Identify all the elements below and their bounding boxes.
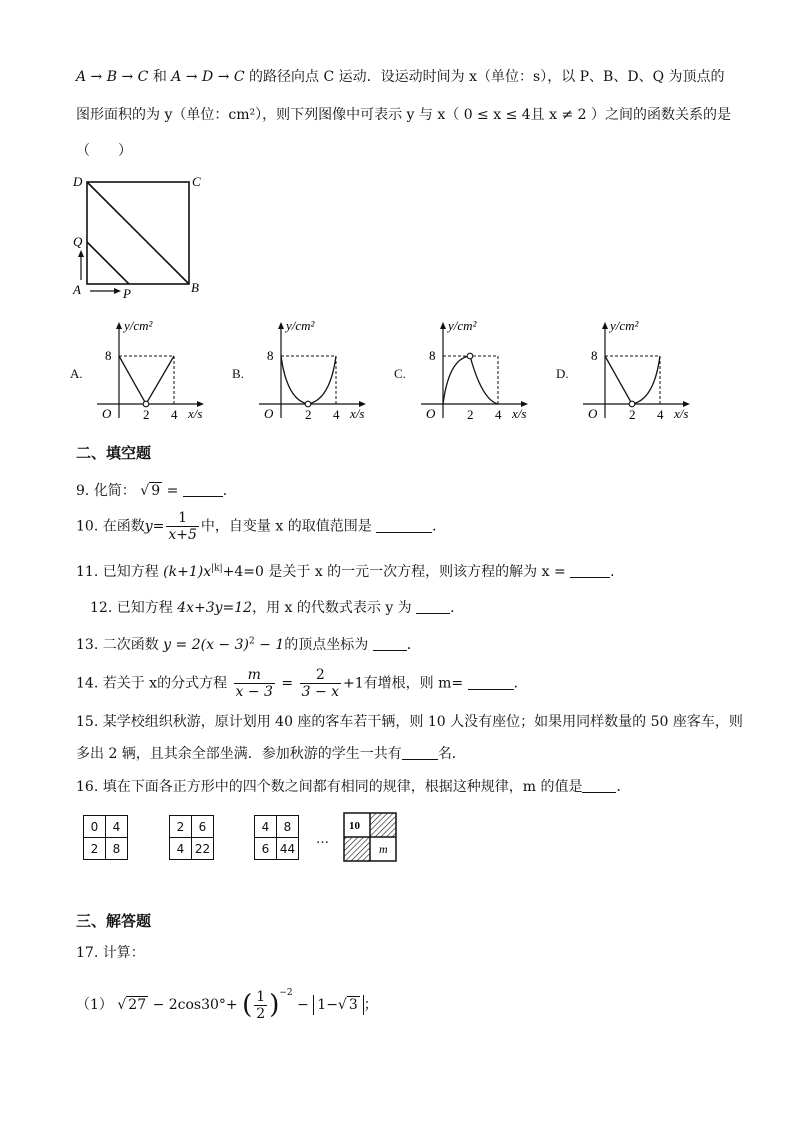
tick-y-8: 8 — [105, 348, 112, 363]
q14-plus-one: +1 — [343, 675, 364, 692]
square-4-bottom-right: m — [379, 842, 388, 856]
square-2-bottom-right: 22 — [192, 838, 214, 860]
option-b-label: B. — [232, 366, 244, 381]
q12-post: ，用 x 的代数式表示 y 为 — [252, 600, 412, 616]
option-a-label: A. — [70, 366, 83, 381]
q10-number: 10. — [76, 518, 99, 535]
square-4-top-left: 10 — [349, 820, 360, 832]
q17-1-cos-term: − 2cos30°+ — [152, 997, 238, 1013]
label-d: D — [73, 174, 83, 189]
label-c: C — [192, 174, 201, 189]
q15-number: 15. — [76, 714, 99, 730]
and-word: 和 — [152, 69, 167, 85]
square-1-bottom-left: 2 — [84, 838, 106, 860]
intro-rest: 的路径向点 C 运动．设运动时间为 x（单位：s），以 P、B、D、Q 为顶点的 — [249, 69, 725, 85]
question-15-line-2 — [76, 743, 466, 763]
q17-1-paren-open: ( — [242, 990, 253, 1020]
q12-pre: 已知方程 — [116, 600, 173, 616]
q9-radicand: 9 — [151, 483, 161, 499]
q12-expr: 4x+3y=12 — [177, 600, 253, 616]
y-axis-label: y/cm² — [448, 318, 477, 333]
question-15-line-1 — [76, 711, 743, 731]
q17-1-label: （1） — [76, 997, 113, 1013]
square-3-bottom-left: 6 — [255, 838, 277, 860]
q10-answer-blank[interactable] — [376, 518, 432, 533]
graph-curve — [605, 356, 660, 404]
q14-f1-numerator: m — [234, 667, 275, 684]
question-11 — [76, 561, 624, 581]
option-c-label: C. — [394, 366, 406, 381]
x-axis-label: x/s — [512, 406, 527, 421]
square-3-top-left: 4 — [255, 816, 277, 838]
q9-number: 9. — [76, 483, 90, 499]
q14-number: 14. — [76, 675, 99, 692]
square-2-bottom-left: 4 — [170, 838, 192, 860]
q11-expr2: +4=0 — [222, 564, 264, 580]
question-16 — [76, 776, 630, 796]
q14-f2-numerator: 2 — [300, 667, 341, 684]
q15-line2-pre: 多出 2 辆，且其余全部坐满．参加秋游的学生一共有 — [76, 746, 402, 762]
intro-line-1 — [76, 66, 725, 86]
origin-label: O — [588, 406, 598, 421]
square-4-hatched-top-right — [370, 813, 396, 837]
q17-1-radicand-27: 27 — [128, 997, 147, 1013]
question-17-part-1 — [76, 988, 378, 1022]
q9-sqrt: √ 9 — [140, 483, 161, 499]
q16-end: ． — [616, 779, 631, 795]
q14-fraction-1 — [234, 667, 275, 700]
question-17 — [76, 942, 145, 962]
q17-1-end: ； — [363, 997, 378, 1013]
q13-expr: y = 2(x − 3) — [163, 637, 249, 653]
question-10 — [76, 510, 446, 543]
q17-1-minus: − — [297, 997, 309, 1013]
q16-number: 16. — [76, 779, 99, 795]
open-point — [629, 401, 635, 407]
path-adc: A → D → C — [171, 69, 245, 85]
arrow-up-head — [78, 250, 84, 257]
q14-equals: = — [281, 675, 294, 692]
q11-pre: 已知方程 — [102, 564, 159, 580]
number-square-4 — [343, 812, 397, 862]
label-q: Q — [73, 234, 83, 249]
square-1-top-left: 0 — [84, 816, 106, 838]
option-d-graph — [578, 318, 723, 426]
q11-expr: (k+1)x — [163, 564, 212, 580]
q17-1-half-numerator: 1 — [256, 988, 266, 1005]
q13-exponent: 2 — [248, 636, 255, 647]
q14-fraction-2 — [300, 667, 341, 700]
number-square-1 — [83, 815, 128, 860]
square-2-top-left: 2 — [170, 816, 192, 838]
origin-label: O — [102, 406, 112, 421]
q17-1-half — [254, 989, 267, 1022]
q14-pre: 若关于 x的分式方程 — [102, 675, 228, 692]
x-axis-label: x/s — [188, 406, 203, 421]
q10-y: y= — [144, 518, 165, 535]
segment-qp — [87, 242, 129, 284]
q13-answer-blank[interactable] — [373, 636, 407, 651]
q13-expr2: − 1 — [259, 637, 285, 653]
q10-fraction — [166, 510, 199, 543]
q15-line1-text: 某学校组织秋游，原计划用 40 座的客车若干辆，则 10 人没有座位；如果用同样数量的 50 座客车，则 — [102, 714, 743, 730]
q11-post: 是关于 x 的一元一次方程，则该方程的解为 x = — [268, 564, 566, 580]
graph-curve — [119, 356, 174, 404]
open-point — [467, 353, 473, 359]
q17-1-absolute-value: 1−√ 3 — [313, 995, 363, 1015]
y-axis-label: y/cm² — [610, 318, 639, 333]
q9-text: 化简： — [93, 483, 136, 499]
q10-numerator: 1 — [166, 510, 199, 527]
path-abc: A → B → C — [76, 69, 149, 85]
section-fill-in-title: 二、填空题 — [76, 444, 152, 462]
label-a: A — [73, 282, 81, 297]
q17-1-paren-close: ) — [269, 990, 280, 1020]
square-1-bottom-right: 8 — [106, 838, 128, 860]
open-point — [143, 401, 149, 407]
tick-x-4: 4 — [495, 407, 502, 422]
q17-1-radicand-3: 3 — [348, 997, 358, 1013]
q11-exponent: |k| — [211, 563, 223, 574]
y-axis-arrow — [116, 322, 122, 329]
open-point — [305, 401, 311, 407]
y-axis-arrow — [602, 322, 608, 329]
graph-curve — [281, 356, 336, 404]
tick-x-2: 2 — [305, 407, 312, 422]
q10-post: 中，自变量 x 的取值范围是 — [200, 518, 372, 535]
square-figure — [70, 170, 210, 302]
q17-1-abs-pre: 1− — [317, 997, 338, 1013]
q16-answer-blank[interactable] — [582, 778, 616, 793]
square-3-bottom-right: 44 — [277, 838, 299, 860]
label-p: P — [123, 286, 131, 301]
section-solve-title: 三、解答题 — [76, 912, 152, 930]
tick-x-4: 4 — [657, 407, 664, 422]
q13-end: ． — [406, 637, 421, 653]
question-14 — [76, 667, 528, 700]
ellipsis: … — [316, 832, 329, 847]
q12-number: 12. — [90, 600, 113, 616]
square-3-top-right: 8 — [277, 816, 299, 838]
q14-post: 有增根，则 m= — [363, 675, 464, 692]
q11-end: ． — [610, 564, 625, 580]
square-2-top-right: 6 — [192, 816, 214, 838]
label-b: B — [191, 280, 199, 295]
answer-parens: （ ） — [76, 143, 132, 159]
question-9 — [76, 480, 237, 500]
q14-f1-denominator: x − 3 — [235, 684, 273, 700]
q11-number: 11. — [76, 564, 99, 580]
x-axis-label: x/s — [674, 406, 689, 421]
q12-answer-blank[interactable] — [416, 599, 450, 614]
square-1-top-right: 4 — [106, 816, 128, 838]
number-square-2 — [169, 815, 214, 860]
option-b-graph — [254, 318, 399, 426]
origin-label: O — [264, 406, 274, 421]
q10-end: ． — [432, 518, 447, 535]
graph-curve — [443, 356, 498, 404]
tick-x-4: 4 — [171, 407, 178, 422]
q10-pre: 在函数 — [102, 518, 145, 535]
q9-equals: = — [166, 483, 179, 499]
q9-end: ． — [222, 483, 237, 499]
q13-post: 的顶点坐标为 — [284, 637, 369, 653]
intro-line-2: 图形面积的为 y（单位：cm²），则下列图像中可表示 y 与 x（ 0 ≤ x ≤ 4且 x ≠ 2 ）之间的函数关系的是 — [76, 107, 731, 123]
tick-x-2: 2 — [143, 407, 150, 422]
q16-text: 填在下面各正方形中的四个数之间都有相同的规律，根据这种规律，m 的值是 — [102, 779, 583, 795]
q10-denominator: x+5 — [168, 527, 197, 543]
tick-x-2: 2 — [629, 407, 636, 422]
y-axis-arrow — [440, 322, 446, 329]
q17-1-sqrt27: √ 27 — [117, 997, 147, 1013]
tick-x-4: 4 — [333, 407, 340, 422]
question-12 — [90, 597, 464, 617]
y-axis-label: y/cm² — [124, 318, 153, 333]
q17-number: 17. — [76, 945, 99, 961]
y-axis-label: y/cm² — [286, 318, 315, 333]
q14-end: ． — [513, 675, 528, 692]
q9-answer-blank[interactable] — [183, 482, 223, 497]
q13-pre: 二次函数 — [102, 637, 159, 653]
q17-1-half-denominator: 2 — [256, 1005, 266, 1022]
tick-x-2: 2 — [467, 407, 474, 422]
tick-y-8: 8 — [591, 348, 598, 363]
diagonal-db — [87, 182, 189, 284]
q17-text: 计算： — [102, 945, 145, 961]
q12-end: ． — [450, 600, 465, 616]
tick-y-8: 8 — [267, 348, 274, 363]
x-axis-label: x/s — [350, 406, 365, 421]
arrow-right-head — [114, 288, 121, 294]
q17-1-exponent: −2 — [279, 988, 293, 998]
y-axis-arrow — [278, 322, 284, 329]
number-square-3 — [254, 815, 299, 860]
question-13 — [76, 634, 421, 654]
option-d-label: D. — [556, 366, 569, 381]
q15-line2-post: 名． — [437, 746, 466, 762]
q14-answer-blank[interactable] — [468, 675, 514, 690]
origin-label: O — [426, 406, 436, 421]
q14-f2-denominator: 3 − x — [301, 684, 340, 700]
q15-answer-blank[interactable] — [402, 745, 438, 760]
square-4-hatched-bottom-left — [344, 837, 370, 861]
option-a-graph — [92, 318, 237, 426]
q13-number: 13. — [76, 637, 99, 653]
tick-y-8: 8 — [429, 348, 436, 363]
q11-answer-blank[interactable] — [570, 563, 610, 578]
option-c-graph — [416, 318, 561, 426]
